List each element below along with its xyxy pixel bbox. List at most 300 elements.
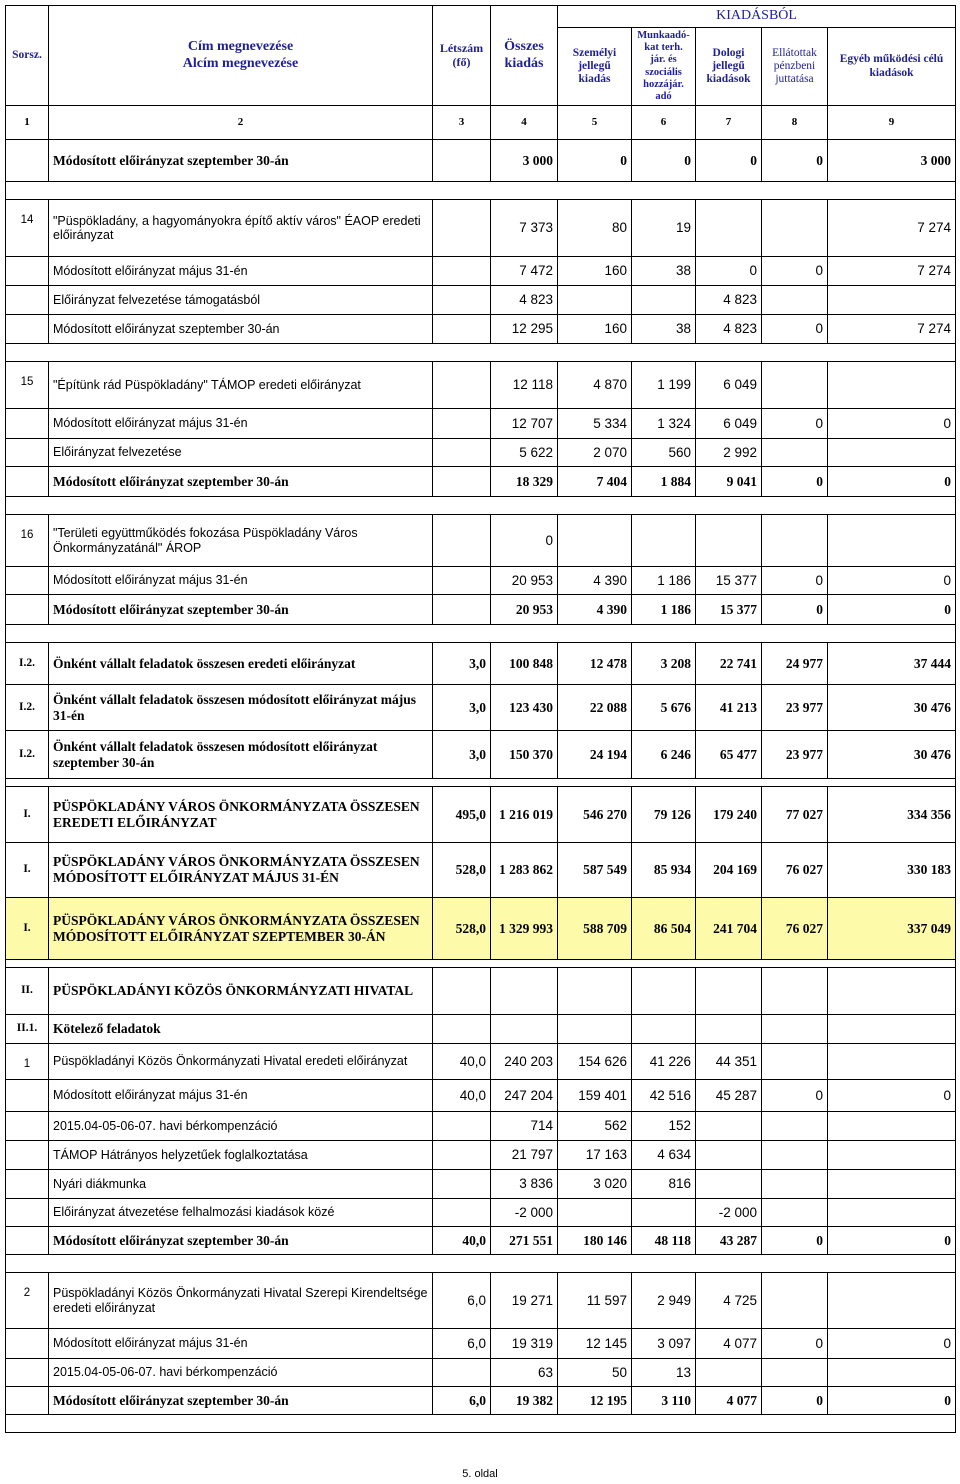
table-row <box>6 1199 956 1227</box>
table-row <box>6 1227 956 1255</box>
cell-ellatottak: 0 <box>762 1387 828 1415</box>
cell-osszes: 4 823 <box>491 286 558 315</box>
cell-dologi: 4 077 <box>696 1387 762 1415</box>
col-letszam-title: Létszám <box>439 40 484 55</box>
cell-dologi: 45 287 <box>696 1080 762 1112</box>
cell-osszes: 19 271 <box>491 1273 558 1329</box>
cell-osszes: 1 216 019 <box>491 787 558 843</box>
cell-ellatottak: 0 <box>762 140 828 182</box>
cell-szemelyi: 159 401 <box>558 1080 632 1112</box>
spacer-cell <box>6 960 956 968</box>
row-description: Nyári diákmunka <box>49 1170 433 1199</box>
cell-szemelyi: 180 146 <box>558 1227 632 1255</box>
page-number: 5. oldal <box>462 1468 498 1480</box>
row-description: Püspökladányi Közös Önkormányzati Hivatal Szerepi Kirendeltsége eredeti előirányzat <box>49 1273 433 1329</box>
cell-dologi: 4 725 <box>696 1273 762 1329</box>
col-kiadasbol: KIADÁSBÓL <box>558 6 956 28</box>
cell-letszam: 528,0 <box>433 843 491 898</box>
cell-munkaado: 48 118 <box>632 1227 696 1255</box>
cell-osszes: 12 707 <box>491 409 558 439</box>
cell-osszes <box>491 1015 558 1044</box>
row-number: 15 <box>6 362 49 409</box>
col-ellatottak: Ellátottak pénzbeni juttatása <box>762 28 828 106</box>
cell-osszes: 5 622 <box>491 439 558 467</box>
cell-dologi: 4 077 <box>696 1329 762 1359</box>
cell-munkaado: 3 208 <box>632 643 696 685</box>
col-szemelyi: Személyi jellegű kiadás <box>558 28 632 106</box>
table-row <box>6 1080 956 1112</box>
cell-osszes: 714 <box>491 1112 558 1141</box>
cell-letszam: 495,0 <box>433 787 491 843</box>
cell-ellatottak: 0 <box>762 315 828 344</box>
cell-dologi: 0 <box>696 140 762 182</box>
table-row <box>6 1044 956 1080</box>
colnum-6: 6 <box>632 106 696 140</box>
cell-egyeb: 30 476 <box>828 685 956 731</box>
cell-munkaado: 38 <box>632 257 696 286</box>
cell-szemelyi: 12 478 <box>558 643 632 685</box>
cell-egyeb <box>828 1112 956 1141</box>
cell-letszam <box>433 567 491 595</box>
cell-egyeb: 0 <box>828 1329 956 1359</box>
cell-osszes: 123 430 <box>491 685 558 731</box>
spacer-row <box>6 1255 956 1273</box>
cell-munkaado: 0 <box>632 140 696 182</box>
cell-ellatottak: 77 027 <box>762 787 828 843</box>
table-row <box>6 467 956 497</box>
cell-ellatottak <box>762 1359 828 1387</box>
cell-osszes: 240 203 <box>491 1044 558 1080</box>
table-row <box>6 1387 956 1415</box>
cell-ellatottak <box>762 515 828 567</box>
cell-egyeb <box>828 286 956 315</box>
cell-munkaado: 1 186 <box>632 595 696 625</box>
cell-osszes: 21 797 <box>491 1141 558 1170</box>
cell-dologi: -2 000 <box>696 1199 762 1227</box>
row-number <box>6 1227 49 1255</box>
cell-letszam <box>433 257 491 286</box>
cell-osszes: 19 319 <box>491 1329 558 1359</box>
row-description: Módosított előirányzat szeptember 30-án <box>49 140 433 182</box>
spacer-row <box>6 344 956 362</box>
cell-osszes: 7 373 <box>491 200 558 257</box>
cell-munkaado: 152 <box>632 1112 696 1141</box>
row-number: I.2. <box>6 685 49 731</box>
cell-dologi <box>696 1359 762 1387</box>
cell-dologi: 15 377 <box>696 595 762 625</box>
cell-letszam <box>433 439 491 467</box>
cell-ellatottak <box>762 968 828 1015</box>
cell-egyeb: 0 <box>828 595 956 625</box>
cell-szemelyi: 24 194 <box>558 731 632 779</box>
cell-egyeb: 0 <box>828 467 956 497</box>
cell-munkaado: 42 516 <box>632 1080 696 1112</box>
table-body <box>6 106 956 1433</box>
col-letszam-unit: (fő) <box>452 54 471 69</box>
cell-letszam: 40,0 <box>433 1044 491 1080</box>
table-row <box>6 409 956 439</box>
cell-letszam: 3,0 <box>433 685 491 731</box>
cell-munkaado: 5 676 <box>632 685 696 731</box>
cell-letszam: 3,0 <box>433 731 491 779</box>
table-row <box>6 1141 956 1170</box>
cell-dologi: 41 213 <box>696 685 762 731</box>
cell-osszes: 3 000 <box>491 140 558 182</box>
table-row <box>6 1329 956 1359</box>
cell-munkaado: 2 949 <box>632 1273 696 1329</box>
cell-szemelyi: 12 195 <box>558 1387 632 1415</box>
row-number: I. <box>6 898 49 960</box>
row-description: PÜSPÖKLADÁNY VÁROS ÖNKORMÁNYZATA ÖSSZESEN EREDETI ELŐIRÁNYZAT <box>49 787 433 843</box>
cell-egyeb <box>828 1170 956 1199</box>
colnum-9: 9 <box>828 106 956 140</box>
cell-dologi: 6 049 <box>696 362 762 409</box>
row-description: PÜSPÖKLADÁNYI KÖZÖS ÖNKORMÁNYZATI HIVATAL <box>49 968 433 1015</box>
cell-ellatottak: 0 <box>762 257 828 286</box>
cell-letszam: 6,0 <box>433 1273 491 1329</box>
cell-egyeb <box>828 1015 956 1044</box>
cell-szemelyi: 5 334 <box>558 409 632 439</box>
cell-osszes: 3 836 <box>491 1170 558 1199</box>
cell-dologi: 4 823 <box>696 286 762 315</box>
cell-ellatottak <box>762 200 828 257</box>
table-row <box>6 362 956 409</box>
cell-letszam: 40,0 <box>433 1227 491 1255</box>
cell-letszam <box>433 409 491 439</box>
cell-osszes: 247 204 <box>491 1080 558 1112</box>
cell-ellatottak: 0 <box>762 1080 828 1112</box>
row-number <box>6 286 49 315</box>
cell-szemelyi: 154 626 <box>558 1044 632 1080</box>
cell-egyeb: 7 274 <box>828 200 956 257</box>
cell-munkaado: 3 097 <box>632 1329 696 1359</box>
colnum-8: 8 <box>762 106 828 140</box>
colnum-1: 1 <box>6 106 49 140</box>
spacer-row <box>6 625 956 643</box>
cell-ellatottak <box>762 1273 828 1329</box>
col-sorsz: Sorsz. <box>6 6 49 106</box>
row-number <box>6 409 49 439</box>
cell-munkaado: 4 634 <box>632 1141 696 1170</box>
spacer-cell <box>6 779 956 787</box>
cell-osszes: 100 848 <box>491 643 558 685</box>
cell-szemelyi <box>558 515 632 567</box>
row-number: I. <box>6 787 49 843</box>
cell-dologi <box>696 968 762 1015</box>
row-description: "Püspökladány, a hagyományokra építő aktív város" ÉAOP eredeti előirányzat <box>49 200 433 257</box>
cell-dologi: 0 <box>696 257 762 286</box>
cell-munkaado: 19 <box>632 200 696 257</box>
row-number <box>6 439 49 467</box>
row-number <box>6 595 49 625</box>
cell-letszam <box>433 1199 491 1227</box>
cell-munkaado: 1 199 <box>632 362 696 409</box>
cell-dologi: 204 169 <box>696 843 762 898</box>
cell-szemelyi: 50 <box>558 1359 632 1387</box>
row-number: I.2. <box>6 731 49 779</box>
row-number <box>6 257 49 286</box>
cell-dologi: 241 704 <box>696 898 762 960</box>
row-number <box>6 1170 49 1199</box>
cell-osszes: 12 295 <box>491 315 558 344</box>
cell-szemelyi: 160 <box>558 315 632 344</box>
spacer-cell <box>6 1255 956 1273</box>
cell-munkaado: 6 246 <box>632 731 696 779</box>
cell-szemelyi: 12 145 <box>558 1329 632 1359</box>
cell-osszes: 18 329 <box>491 467 558 497</box>
row-description: 2015.04-05-06-07. havi bérkompenzáció <box>49 1359 433 1387</box>
cell-munkaado: 560 <box>632 439 696 467</box>
cell-letszam: 6,0 <box>433 1329 491 1359</box>
spacer-row <box>6 182 956 200</box>
row-description: Módosított előirányzat május 31-én <box>49 1329 433 1359</box>
cell-szemelyi: 3 020 <box>558 1170 632 1199</box>
row-description: Módosított előirányzat szeptember 30-án <box>49 1227 433 1255</box>
cell-ellatottak <box>762 362 828 409</box>
spacer-row <box>6 960 956 968</box>
row-number: 16 <box>6 515 49 567</box>
cell-letszam <box>433 515 491 567</box>
col-osszes: Összes kiadás <box>491 6 558 106</box>
cell-letszam <box>433 315 491 344</box>
cell-egyeb <box>828 1044 956 1080</box>
row-description: PÜSPÖKLADÁNY VÁROS ÖNKORMÁNYZATA ÖSSZESEN MÓDOSÍTOTT ELŐIRÁNYZAT SZEPTEMBER 30-ÁN <box>49 898 433 960</box>
cell-egyeb: 7 274 <box>828 257 956 286</box>
cell-munkaado: 3 110 <box>632 1387 696 1415</box>
row-description: Módosított előirányzat május 31-én <box>49 1080 433 1112</box>
cell-osszes: 19 382 <box>491 1387 558 1415</box>
cell-ellatottak <box>762 439 828 467</box>
cell-egyeb: 7 274 <box>828 315 956 344</box>
cell-dologi: 179 240 <box>696 787 762 843</box>
cell-szemelyi: 4 390 <box>558 595 632 625</box>
row-description: Módosított előirányzat május 31-én <box>49 409 433 439</box>
cell-egyeb <box>828 1359 956 1387</box>
col-munkaado: Munkaadó-kat terh. jár. és szociális hozzájár. adó <box>632 28 696 106</box>
spacer-cell <box>6 344 956 362</box>
row-description: "Területi együttműködés fokozása Püspökladány Város Önkormányzatánál" ÁROP <box>49 515 433 567</box>
cell-osszes: 12 118 <box>491 362 558 409</box>
cell-ellatottak: 0 <box>762 567 828 595</box>
cell-letszam <box>433 286 491 315</box>
cell-osszes: 271 551 <box>491 1227 558 1255</box>
colnum-7: 7 <box>696 106 762 140</box>
cell-munkaado <box>632 968 696 1015</box>
cell-dologi: 2 992 <box>696 439 762 467</box>
cell-szemelyi <box>558 968 632 1015</box>
cell-szemelyi <box>558 286 632 315</box>
table-row <box>6 1170 956 1199</box>
cell-ellatottak <box>762 1141 828 1170</box>
row-number: I.2. <box>6 643 49 685</box>
budget-table <box>5 5 956 1433</box>
cell-munkaado: 41 226 <box>632 1044 696 1080</box>
cell-munkaado: 79 126 <box>632 787 696 843</box>
cell-szemelyi: 160 <box>558 257 632 286</box>
spacer-cell <box>6 1415 956 1433</box>
row-number <box>6 140 49 182</box>
cell-osszes: 1 329 993 <box>491 898 558 960</box>
row-description: Módosított előirányzat szeptember 30-án <box>49 1387 433 1415</box>
cell-letszam <box>433 1112 491 1141</box>
cell-munkaado: 86 504 <box>632 898 696 960</box>
row-number: 1 <box>6 1044 49 1080</box>
table-row <box>6 315 956 344</box>
cell-munkaado: 85 934 <box>632 843 696 898</box>
cell-munkaado: 38 <box>632 315 696 344</box>
cell-ellatottak: 76 027 <box>762 898 828 960</box>
colnum-4: 4 <box>491 106 558 140</box>
cell-letszam <box>433 140 491 182</box>
cell-szemelyi: 80 <box>558 200 632 257</box>
cell-szemelyi: 0 <box>558 140 632 182</box>
cell-munkaado: 13 <box>632 1359 696 1387</box>
cell-ellatottak: 23 977 <box>762 685 828 731</box>
cell-egyeb: 0 <box>828 409 956 439</box>
cell-szemelyi <box>558 1015 632 1044</box>
row-description: "Építünk rád Püspökladány" TÁMOP eredeti előirányzat <box>49 362 433 409</box>
cell-egyeb: 0 <box>828 1227 956 1255</box>
spacer-cell <box>6 625 956 643</box>
table-row <box>6 595 956 625</box>
cell-dologi: 15 377 <box>696 567 762 595</box>
cell-dologi <box>696 1112 762 1141</box>
table-row <box>6 1359 956 1387</box>
cell-letszam <box>433 968 491 1015</box>
cell-ellatottak: 0 <box>762 1227 828 1255</box>
cell-munkaado <box>632 286 696 315</box>
column-number-row <box>6 106 956 140</box>
cell-munkaado <box>632 1015 696 1044</box>
table-row <box>6 843 956 898</box>
table-row <box>6 567 956 595</box>
cell-ellatottak <box>762 1112 828 1141</box>
table-row <box>6 968 956 1015</box>
row-description: Kötelező feladatok <box>49 1015 433 1044</box>
spacer-row <box>6 1415 956 1433</box>
cell-ellatottak <box>762 1199 828 1227</box>
cell-dologi <box>696 1141 762 1170</box>
table-row <box>6 731 956 779</box>
colnum-5: 5 <box>558 106 632 140</box>
cell-munkaado: 1 186 <box>632 567 696 595</box>
cell-ellatottak: 23 977 <box>762 731 828 779</box>
row-number <box>6 1329 49 1359</box>
cell-letszam: 528,0 <box>433 898 491 960</box>
row-number <box>6 1141 49 1170</box>
cell-ellatottak <box>762 1015 828 1044</box>
cell-osszes: 20 953 <box>491 567 558 595</box>
cell-egyeb: 3 000 <box>828 140 956 182</box>
cell-dologi: 65 477 <box>696 731 762 779</box>
row-description: Előirányzat átvezetése felhalmozási kiadások közé <box>49 1199 433 1227</box>
row-number <box>6 567 49 595</box>
cell-szemelyi: 4 390 <box>558 567 632 595</box>
cell-egyeb: 0 <box>828 567 956 595</box>
cell-egyeb <box>828 515 956 567</box>
cell-letszam <box>433 362 491 409</box>
cell-osszes: -2 000 <box>491 1199 558 1227</box>
cell-ellatottak: 0 <box>762 409 828 439</box>
colnum-2: 2 <box>49 106 433 140</box>
spacer-row <box>6 497 956 515</box>
row-description: TÁMOP Hátrányos helyzetűek foglalkoztatása <box>49 1141 433 1170</box>
colnum-3: 3 <box>433 106 491 140</box>
cell-dologi: 4 823 <box>696 315 762 344</box>
cell-egyeb: 30 476 <box>828 731 956 779</box>
cell-egyeb <box>828 1273 956 1329</box>
table-row <box>6 439 956 467</box>
cell-dologi: 9 041 <box>696 467 762 497</box>
cell-ellatottak <box>762 1170 828 1199</box>
col-letszam <box>433 6 491 106</box>
table-row <box>6 140 956 182</box>
cell-osszes <box>491 968 558 1015</box>
cell-letszam <box>433 595 491 625</box>
cell-osszes: 150 370 <box>491 731 558 779</box>
cell-egyeb <box>828 968 956 1015</box>
table-row <box>6 1273 956 1329</box>
cell-egyeb: 0 <box>828 1387 956 1415</box>
cell-dologi: 43 287 <box>696 1227 762 1255</box>
row-description: Önként vállalt feladatok összesen módosított előirányzat május 31-én <box>49 685 433 731</box>
cell-letszam: 3,0 <box>433 643 491 685</box>
cell-egyeb <box>828 362 956 409</box>
cell-dologi <box>696 1170 762 1199</box>
cell-ellatottak: 76 027 <box>762 843 828 898</box>
col-cim <box>49 6 433 106</box>
cell-szemelyi: 546 270 <box>558 787 632 843</box>
cell-ellatottak: 24 977 <box>762 643 828 685</box>
table-row <box>6 200 956 257</box>
table-row <box>6 515 956 567</box>
cell-szemelyi <box>558 1199 632 1227</box>
cell-munkaado: 1 884 <box>632 467 696 497</box>
cell-szemelyi: 562 <box>558 1112 632 1141</box>
row-number <box>6 467 49 497</box>
row-number <box>6 1080 49 1112</box>
table-row <box>6 787 956 843</box>
spacer-cell <box>6 497 956 515</box>
table-row <box>6 1112 956 1141</box>
cell-letszam <box>433 1170 491 1199</box>
row-number: II.1. <box>6 1015 49 1044</box>
row-description: 2015.04-05-06-07. havi bérkompenzáció <box>49 1112 433 1141</box>
cell-munkaado <box>632 1199 696 1227</box>
cell-dologi <box>696 515 762 567</box>
cell-letszam <box>433 1359 491 1387</box>
cell-osszes: 20 953 <box>491 595 558 625</box>
cell-letszam: 40,0 <box>433 1080 491 1112</box>
row-description: Önként vállalt feladatok összesen módosított előirányzat szeptember 30-án <box>49 731 433 779</box>
cell-osszes: 63 <box>491 1359 558 1387</box>
row-description: Önként vállalt feladatok összesen eredeti előirányzat <box>49 643 433 685</box>
cell-szemelyi: 587 549 <box>558 843 632 898</box>
cell-szemelyi: 17 163 <box>558 1141 632 1170</box>
cell-egyeb: 37 444 <box>828 643 956 685</box>
row-number <box>6 315 49 344</box>
cell-ellatottak: 0 <box>762 595 828 625</box>
col-dologi: Dologi jellegű kiadások <box>696 28 762 106</box>
cell-egyeb <box>828 1141 956 1170</box>
table-row <box>6 643 956 685</box>
cell-munkaado: 816 <box>632 1170 696 1199</box>
cell-dologi <box>696 1015 762 1044</box>
cell-letszam: 6,0 <box>433 1387 491 1415</box>
row-description: Módosított előirányzat szeptember 30-án <box>49 467 433 497</box>
row-number: 14 <box>6 200 49 257</box>
col-alcim-title: Alcím megnevezése <box>182 55 299 71</box>
